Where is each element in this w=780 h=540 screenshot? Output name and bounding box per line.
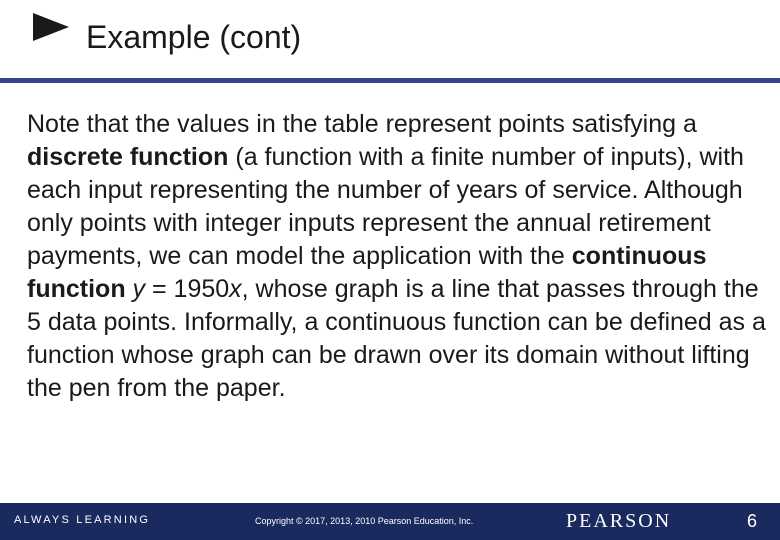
term-discrete-function: discrete function: [27, 143, 229, 171]
equation-x: x: [229, 275, 242, 303]
title-divider: [0, 78, 780, 83]
slide-title: Example (cont): [86, 19, 302, 55]
body-text-4: , whose graph is a line that passes through the 5 data points. Informally, a continuous function can be defined as a function whose graph can be drawn over its domain without lifting the pen from the paper.: [27, 275, 766, 402]
body-text-2: (a function with a finite number of inputs), with each input representing the number of years of service. Although only points with integer inputs represent the annual retirement payments, we can model the application with the: [27, 143, 744, 270]
footer-copyright: Copyright © 2017, 2013, 2010 Pearson Education, Inc.: [255, 516, 474, 526]
slide-body: [27, 108, 777, 405]
footer-tagline: ALWAYS LEARNING: [14, 514, 151, 526]
body-text-3: [126, 275, 133, 303]
page-number: 6: [747, 511, 758, 531]
footer-bar: [0, 503, 780, 540]
body-text-1: Note that the values in the table represent points satisfying a: [27, 110, 697, 138]
pearson-logo: PEARSON: [566, 510, 672, 532]
title-bullet-icon: [33, 13, 69, 41]
term-continuous-function: continuous function: [27, 242, 707, 303]
equation-y: y: [132, 275, 146, 303]
equation-middle: = 1950: [145, 275, 230, 303]
